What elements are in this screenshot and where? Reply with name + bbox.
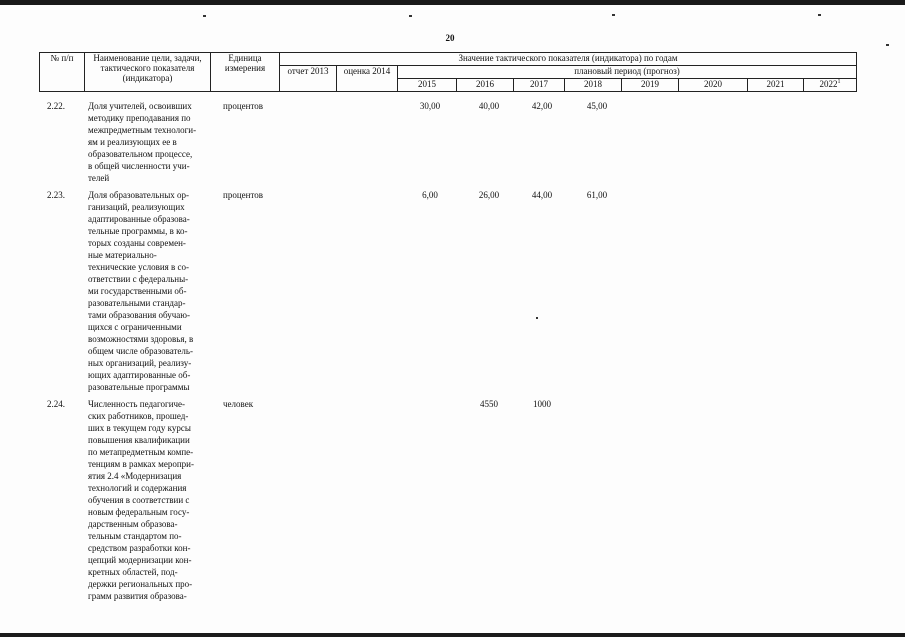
unit-of-measure: человек bbox=[223, 399, 254, 409]
unit-of-measure: процентов bbox=[223, 101, 264, 111]
name-line: ми государственными об- bbox=[88, 286, 187, 296]
name-line: дарственным образова- bbox=[88, 519, 178, 529]
header-year: 2020 bbox=[679, 79, 748, 92]
page-number: 20 bbox=[445, 33, 455, 43]
header-report-2013: отчет 2013 bbox=[280, 66, 337, 92]
name-line: ответствии с федеральны- bbox=[88, 274, 189, 284]
name-line: технические условия в со- bbox=[88, 262, 190, 272]
name-line: средством разработки кон- bbox=[88, 543, 191, 553]
name-line: цепций модернизации кон- bbox=[88, 555, 192, 565]
name-line: по метапредметным компе- bbox=[88, 447, 194, 457]
name-line: тельные программы, в ко- bbox=[88, 226, 188, 236]
name-line: методику преподавания по bbox=[88, 113, 191, 123]
header-values-by-year: Значение тактического показателя (индикатора) по годам bbox=[280, 53, 857, 66]
name-line: образовательном процессе, bbox=[88, 149, 193, 159]
indicator-name bbox=[88, 398, 216, 602]
header-year: 2019 bbox=[622, 79, 679, 92]
value-2017: 42,00 bbox=[531, 101, 553, 111]
header-year: 2016 bbox=[457, 79, 514, 92]
row-number: 2.22. bbox=[47, 101, 65, 111]
header-planned-period: плановый период (прогноз) bbox=[398, 66, 857, 79]
value-2018: 61,00 bbox=[586, 190, 608, 200]
name-line: возможностями здоровья, в bbox=[88, 334, 194, 344]
name-line: разовательными стандар- bbox=[88, 298, 186, 308]
name-line: тельным стандартом по- bbox=[88, 531, 182, 541]
name-line: ные материально- bbox=[88, 250, 157, 260]
footnote-mark: 1 bbox=[837, 79, 841, 85]
name-line: торых созданы современ- bbox=[88, 238, 186, 248]
header-year: 2018 bbox=[565, 79, 622, 92]
name-line: Доля учителей, освоивших bbox=[88, 101, 192, 111]
name-line: адаптированные образова- bbox=[88, 214, 190, 224]
name-line: ших в текущем году курсы bbox=[88, 423, 191, 433]
name-line: грамм развития образова- bbox=[88, 591, 187, 601]
name-line: телей bbox=[88, 173, 110, 183]
name-line: ганизаций, реализующих bbox=[88, 202, 185, 212]
name-line: ям и реализующих ее в bbox=[88, 137, 177, 147]
name-line: ятия 2.4 «Модернизация bbox=[88, 471, 182, 481]
name-line: межпредметным технологи- bbox=[88, 125, 197, 135]
header-name: Наименование цели, задачи, тактического показателя (индикатора) bbox=[85, 53, 211, 92]
indicator-name bbox=[88, 189, 216, 393]
name-line: кретных областей, под- bbox=[88, 567, 178, 577]
unit-of-measure: процентов bbox=[223, 190, 264, 200]
value-2015: 6,00 bbox=[422, 190, 438, 200]
name-line: разовательные программы bbox=[88, 382, 190, 392]
name-line: тенциям в рамках меропри- bbox=[88, 459, 194, 469]
header-year: 2017 bbox=[514, 79, 565, 92]
name-line: повышения квалификации bbox=[88, 435, 190, 445]
name-line: технологий и содержания bbox=[88, 483, 187, 493]
name-line: общем числе образователь- bbox=[88, 346, 194, 356]
value-2017: 1000 bbox=[533, 399, 551, 409]
value-2018: 45,00 bbox=[586, 101, 608, 111]
value-2016: 26,00 bbox=[478, 190, 500, 200]
name-line: держки региональных про- bbox=[88, 579, 193, 589]
name-line: Доля образовательных ор- bbox=[88, 190, 190, 200]
value-2016: 4550 bbox=[480, 399, 498, 409]
name-line: тами образования обучаю- bbox=[88, 310, 191, 320]
header-estimate-2014: оценка 2014 bbox=[337, 66, 398, 92]
name-line: ющих адаптированные об- bbox=[88, 370, 191, 380]
value-2017: 44,00 bbox=[531, 190, 553, 200]
header-unit: Единица измерения bbox=[211, 53, 280, 92]
name-line: новым федеральным госу- bbox=[88, 507, 190, 517]
name-line: обучения в соответствии с bbox=[88, 495, 190, 505]
header-year: 2015 bbox=[398, 79, 457, 92]
row-number: 2.23. bbox=[47, 190, 65, 200]
year-label: 2022 bbox=[819, 79, 838, 89]
header-year: 2021 bbox=[748, 79, 804, 92]
header-num: № п/п bbox=[40, 53, 85, 92]
row-number: 2.24. bbox=[47, 399, 65, 409]
name-line: ских работников, прошед- bbox=[88, 411, 189, 421]
name-line: Численность педагогиче- bbox=[88, 399, 186, 409]
indicator-name bbox=[88, 100, 216, 184]
name-line: в общей численности учи- bbox=[88, 161, 190, 171]
value-2015: 30,00 bbox=[419, 101, 441, 111]
name-line: щихся с ограниченными bbox=[88, 322, 182, 332]
value-2016: 40,00 bbox=[478, 101, 500, 111]
name-line: ных организаций, реализу- bbox=[88, 358, 192, 368]
